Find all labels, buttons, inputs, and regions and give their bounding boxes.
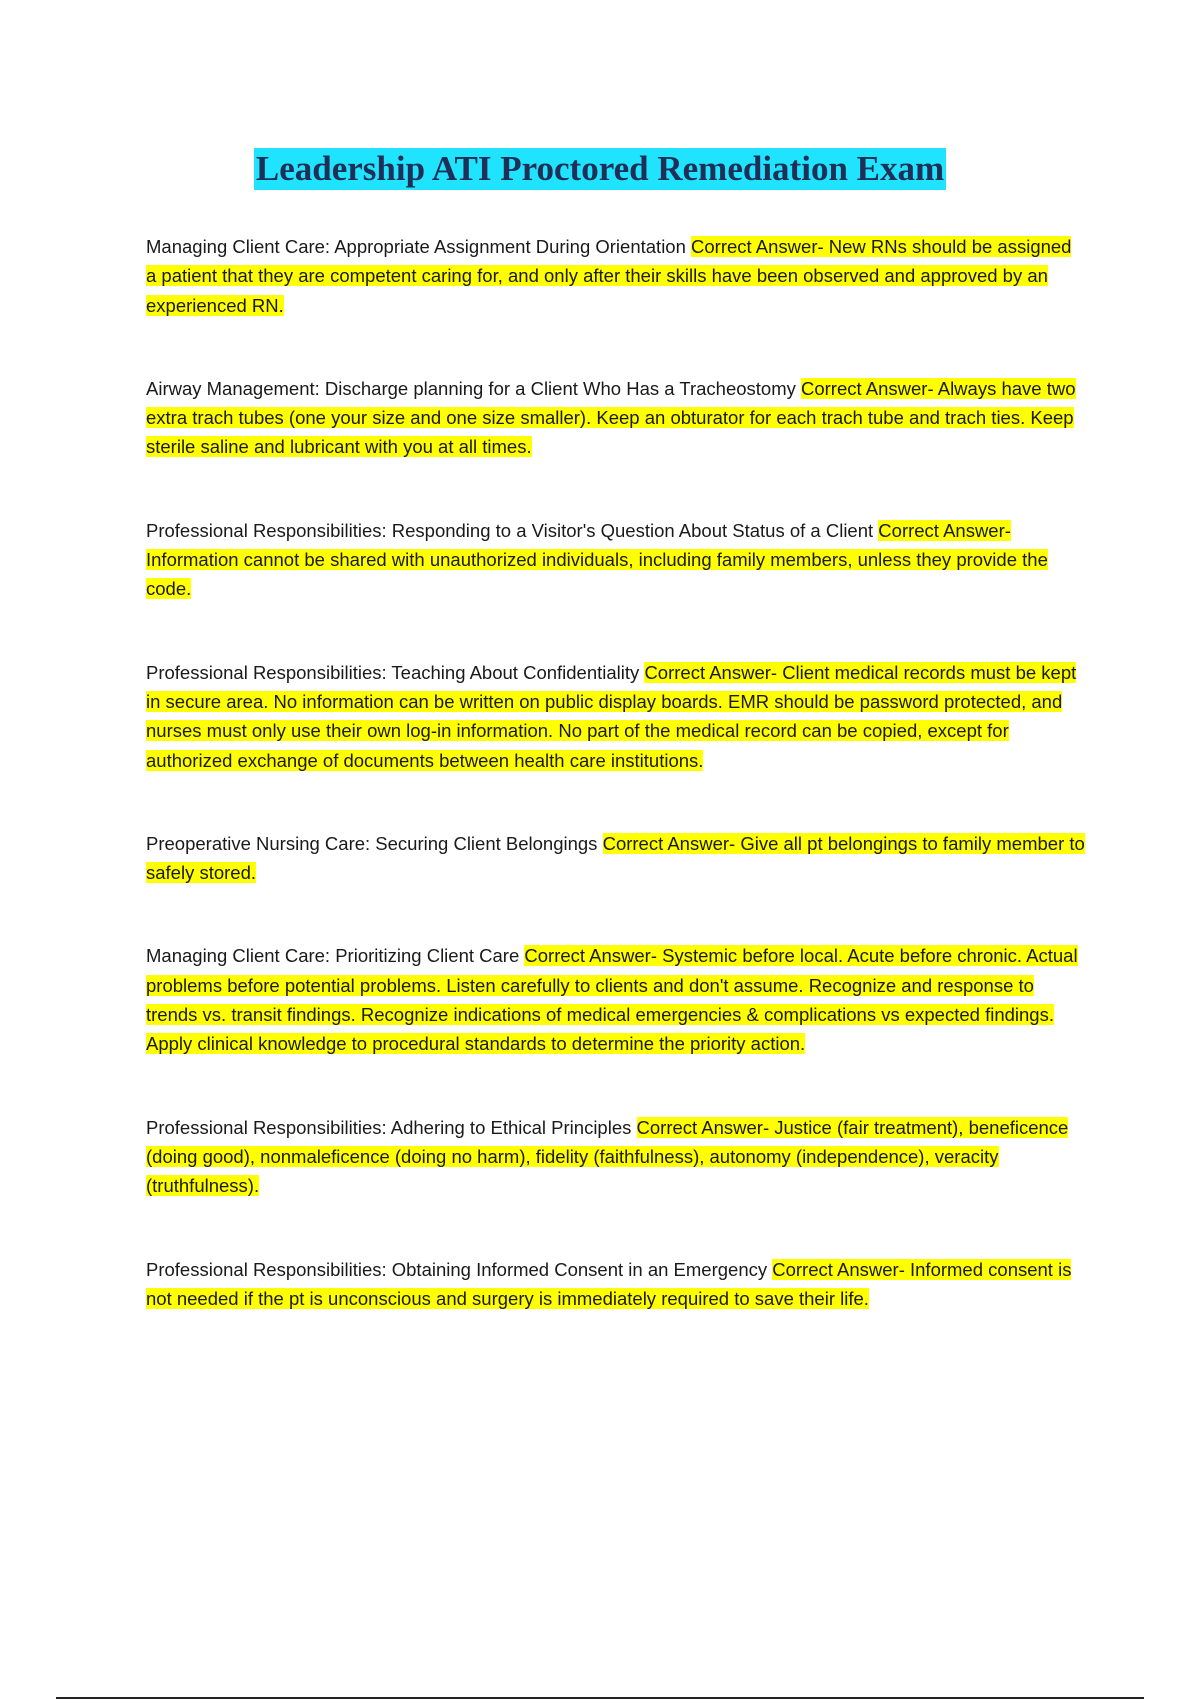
document-title: Leadership ATI Proctored Remediation Exam bbox=[255, 149, 945, 188]
answer-text: Correct Answer- Give all pt belongings to family member to safely stored. bbox=[146, 832, 1085, 884]
answer-text: Correct Answer- Always have two extra trach tubes (one your size and one size smaller). Keep an obturator for each trach tube and trach ties. Keep sterile saline and lubricant with you at all times. bbox=[146, 377, 1076, 458]
answer-text: Correct Answer- Information cannot be shared with unauthorized individuals, including family members, unless they provide the code. bbox=[146, 519, 1048, 600]
question-text: Professional Responsibilities: Responding to a Visitor's Question About Status of a Client bbox=[146, 519, 874, 541]
question-text: Managing Client Care: Prioritizing Client Care bbox=[146, 945, 520, 967]
answer-text: Correct Answer- Client medical records must be kept in secure area. No information can be written on public display boards. EMR should be password protected, and nurses must only use their own log-in information. No part of the medical record can be copied, except for authorized exchange of documents between health care institutions. bbox=[146, 661, 1077, 771]
question-text: Managing Client Care: Appropriate Assignment During Orientation bbox=[146, 236, 686, 257]
question-text: Professional Responsibilities: Adhering to Ethical Principles bbox=[146, 1116, 632, 1138]
answer-text: Correct Answer- Systemic before local. Acute before chronic. Actual problems before potential problems. Listen carefully to clients and don't assume. Recognize and response to trends vs. transit findings. Recognize indications of medical emergencies & complications vs expected findings. Apply clinical knowledge to procedural standards to determine the priority action. bbox=[146, 945, 1078, 1055]
question-text: Professional Responsibilities: Obtaining Informed Consent in an Emergency bbox=[146, 1258, 768, 1280]
answer-text: Correct Answer- Informed consent is not needed if the pt is unconscious and surgery is immediately required to save their life. bbox=[146, 1258, 1072, 1309]
qa-item bbox=[146, 1255, 1086, 1314]
qa-item bbox=[146, 374, 1086, 462]
qa-item bbox=[146, 232, 1086, 320]
qa-item bbox=[146, 941, 1086, 1058]
qa-item bbox=[146, 1113, 1086, 1201]
title-container bbox=[0, 148, 1200, 190]
answer-text: Correct Answer- New RNs should be assigned a patient that they are competent caring for, and only after their skills have been observed and approved by an experienced RN. bbox=[146, 236, 1072, 316]
question-text: Preoperative Nursing Care: Securing Client Belongings bbox=[146, 832, 598, 854]
qa-item bbox=[146, 516, 1086, 604]
bottom-divider bbox=[56, 1697, 1144, 1699]
qa-list bbox=[146, 232, 1086, 1313]
question-text: Professional Responsibilities: Teaching About Confidentiality bbox=[146, 661, 640, 683]
answer-text: Correct Answer- Justice (fair treatment), beneficence (doing good), nonmaleficence (doing no harm), fidelity (faithfulness), autonomy (independence), veracity (truthfulness). bbox=[146, 1116, 1069, 1197]
qa-item bbox=[146, 829, 1086, 888]
qa-item bbox=[146, 658, 1086, 775]
question-text: Airway Management: Discharge planning for a Client Who Has a Tracheostomy bbox=[146, 377, 796, 399]
